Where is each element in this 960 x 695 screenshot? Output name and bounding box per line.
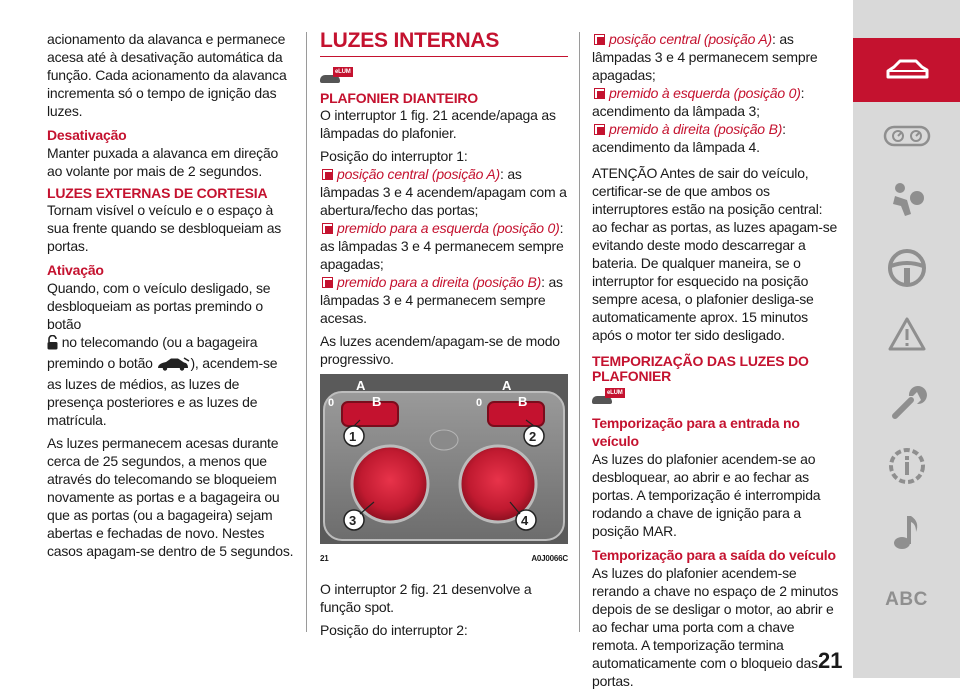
elum-badge-icon xyxy=(592,388,624,406)
label-0-left: 0 xyxy=(328,397,334,409)
bullet-square-icon xyxy=(594,88,605,99)
figure-caption xyxy=(320,550,568,568)
gauges-icon xyxy=(883,125,931,147)
paragraph: As luzes do plafonier acendem-se ao desbloquear, ao abrir e ao fechar as portas. A temporização é interrompida rodando a chave de ignição para a posição MAR. xyxy=(592,451,821,539)
paragraph: As luzes do plafonier acendem-se rerando a chave no espaço de 2 minutos depois de se desligar o motor, ao abrir e ao fechar uma porta com a chave remota. A temporização termina automaticamente com o bloqueio das portas. xyxy=(592,565,839,689)
list-item xyxy=(320,273,568,327)
option-label: premido para a esquerda (posição 0) xyxy=(337,220,560,236)
chapter-tab-multimedia[interactable] xyxy=(853,500,960,564)
paragraph: Posição do interruptor 2: xyxy=(320,622,468,638)
heading-temporizacao-entrada: Temporização para a entrada no veículo xyxy=(592,415,800,449)
option-text: : as lâmpadas 3 e 4 permanecem sempre apagadas; xyxy=(320,220,564,272)
heading-temporizacao: TEMPORIZAÇÃO DAS LUZES DO PLAFONIER xyxy=(592,353,809,384)
paragraph: Manter puxada a alavanca em direção ao volante por mais de 2 segundos. xyxy=(47,145,279,179)
label-b-left: B xyxy=(372,394,382,409)
elum-tag: eLUM xyxy=(335,69,351,75)
option-text: : acendimento da lâmpada 3; xyxy=(592,85,805,119)
paragraph: As luzes permanecem acesas durante cerca de 25 segundos, a menos que através do telecomando se bloqueiem novamente as portas e a bagageira ou que as portas (ou a bagageira) sejam abertas e fechadas de novo. Nestes casos apagam-se dentro de 5 segundos. xyxy=(47,435,294,559)
chapter-tab-safety[interactable] xyxy=(853,168,960,232)
column-1 xyxy=(47,30,295,565)
heading-temporizacao-saida: Temporização para a saída do veículo xyxy=(592,547,836,563)
option-label: posição central (posição A) xyxy=(609,31,772,47)
text: no telecomando (ou a bagageira premindo o botão xyxy=(47,334,258,371)
chapter-tab-car[interactable] xyxy=(853,38,960,102)
paragraph: Tornam visível o veículo e o espaço à sua frente quando se desbloqueiam as portas. xyxy=(47,202,282,254)
chapter-tab-index[interactable] xyxy=(853,568,960,632)
column-divider xyxy=(306,32,307,632)
paragraph: O interruptor 1 fig. 21 acende/apaga as lâmpadas do plafonier. xyxy=(320,107,556,141)
airbag-person-icon xyxy=(887,180,927,220)
chapter-tab-emergency[interactable] xyxy=(853,302,960,366)
music-note-icon xyxy=(892,512,922,552)
option-label: premido para a direita (posição B) xyxy=(337,274,542,290)
car-icon xyxy=(884,57,930,83)
ceiling-light-illustration xyxy=(320,374,568,544)
elum-tag: eLUM xyxy=(607,390,623,396)
column-3 xyxy=(592,30,843,695)
heading-desativacao: Desativação xyxy=(47,127,127,143)
label-a-left: A xyxy=(356,378,366,393)
wrench-icon xyxy=(887,382,927,422)
option-label: premido à direita (posição B) xyxy=(609,121,783,137)
steering-wheel-icon xyxy=(887,248,927,288)
list-item xyxy=(320,165,568,219)
callout-3: 3 xyxy=(349,513,357,528)
elum-badge-icon xyxy=(320,67,352,85)
callout-1: 1 xyxy=(349,429,357,444)
paragraph: Posição do interruptor 1: xyxy=(320,148,468,164)
text: Quando, com o veículo desligado, se desbloqueiam as portas premindo o botão xyxy=(47,280,271,332)
list-item xyxy=(592,120,840,156)
chapter-sidebar xyxy=(853,0,960,678)
info-gear-icon xyxy=(885,444,929,488)
option-text: : as lâmpadas 3 e 4 permanecem sempre acesas. xyxy=(320,274,563,326)
index-abc-label: ABC xyxy=(885,589,928,610)
option-text: : as lâmpadas 3 e 4 permanecem sempre apagadas; xyxy=(592,31,818,83)
column-divider xyxy=(579,32,580,632)
list-item xyxy=(592,30,840,84)
paragraph: O interruptor 2 fig. 21 desenvolve a função spot. xyxy=(320,581,532,615)
figure-code: A0J0066C xyxy=(531,554,568,563)
chapter-tab-dashboard[interactable] xyxy=(853,104,960,168)
figure-21 xyxy=(320,374,568,568)
paragraph: acionamento da alavanca e permanece acesa até à desativação automática da função. Cada acionamento da alavanca incrementa só o tempo de ignição das luzes. xyxy=(47,31,287,119)
bullet-square-icon xyxy=(322,169,333,180)
bullet-square-icon xyxy=(594,124,605,135)
callout-2: 2 xyxy=(529,429,537,444)
heading-ativacao: Ativação xyxy=(47,262,104,278)
label-0-right: 0 xyxy=(476,397,482,409)
switch-2-button[interactable] xyxy=(488,402,544,426)
chapter-tab-technical-data[interactable] xyxy=(853,434,960,498)
option-label: premido à esquerda (posição 0) xyxy=(609,85,801,101)
callout-4: 4 xyxy=(521,513,529,528)
label-b-right: B xyxy=(518,394,528,409)
trunk-button-icon xyxy=(156,357,190,375)
figure-number: 21 xyxy=(320,554,329,563)
chapter-tab-maintenance[interactable] xyxy=(853,370,960,434)
list-item xyxy=(320,219,568,273)
heading-rule xyxy=(320,56,568,57)
bullet-square-icon xyxy=(594,34,605,45)
warning-triangle-icon xyxy=(887,316,927,352)
paragraph-ativacao xyxy=(47,279,295,429)
attention-paragraph: ATENÇÃO Antes de sair do veículo, certificar-se de que ambos os interruptores estão na posição central: ao fechar as portas, as luzes apagam-se evitando deste modo descarregar a bateria. De qualquer maneira, se o interruptor for esquecido na posição sempre acesa, o plafonier desliga-se automaticamente aprox. 15 minutos após o motor ter sido desligado. xyxy=(592,165,838,343)
label-a-right: A xyxy=(502,378,512,393)
page-number: 21 xyxy=(818,648,843,673)
bullet-square-icon xyxy=(322,223,333,234)
chapter-tab-driving[interactable] xyxy=(853,236,960,300)
option-label: posição central (posição A) xyxy=(337,166,500,182)
unlock-icon xyxy=(47,335,58,354)
option-text: : acendimento da lâmpada 4. xyxy=(592,121,786,155)
column-2 xyxy=(320,30,568,644)
paragraph: As luzes acendem/apagam-se de modo progressivo. xyxy=(320,333,560,367)
text: ), acendem-se as luzes de médios, as luzes de presença posteriores e as luzes de matrícula. xyxy=(47,355,278,428)
heading-luzes-externas-cortesia: LUZES EXTERNAS DE CORTESIA xyxy=(47,185,268,201)
heading-plafonier-dianteiro: PLAFONIER DIANTEIRO xyxy=(320,90,478,106)
list-item xyxy=(592,84,840,120)
option-text: : as lâmpadas 3 e 4 acendem/apagam com a abertura/fecho das portas; xyxy=(320,166,567,218)
heading-luzes-internas: LUZES INTERNAS xyxy=(320,29,500,52)
switch-1-button[interactable] xyxy=(342,402,398,426)
bullet-square-icon xyxy=(322,277,333,288)
